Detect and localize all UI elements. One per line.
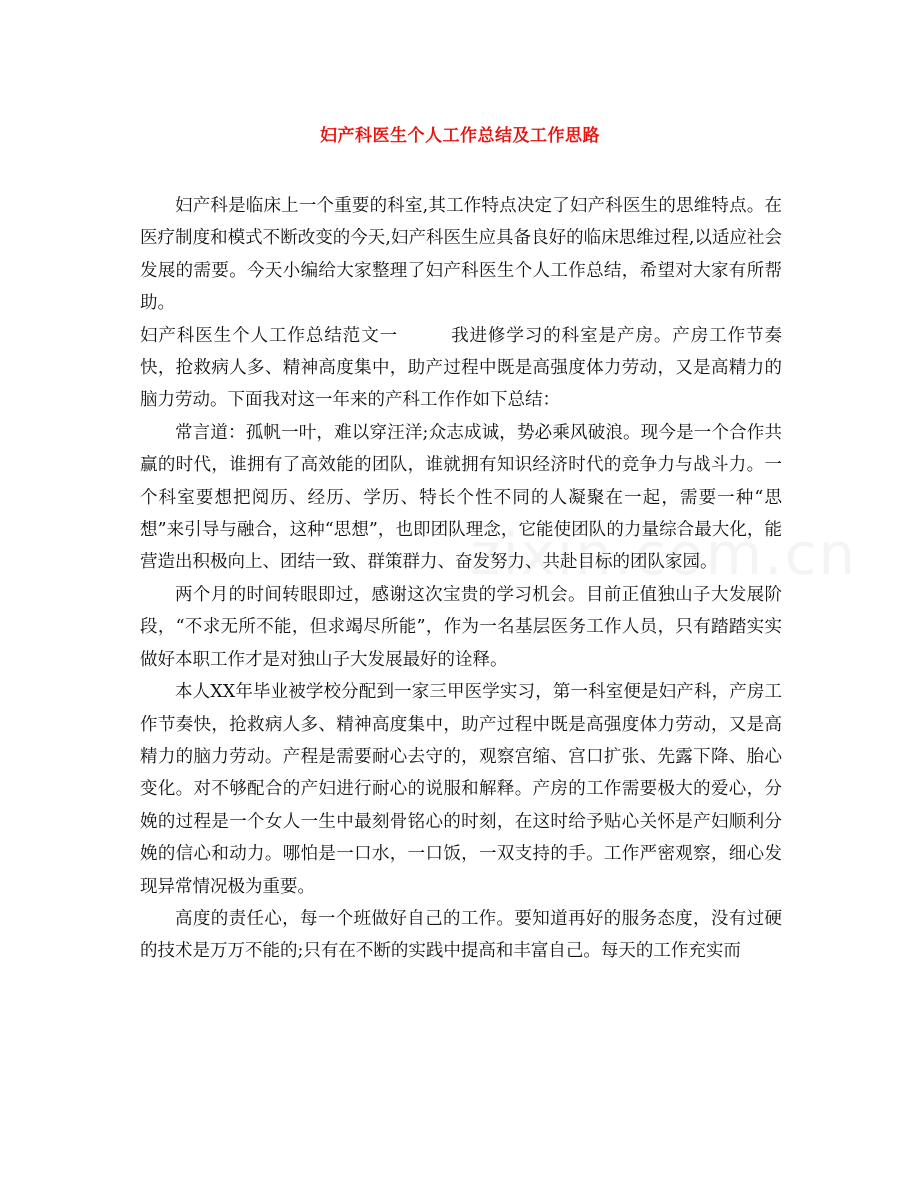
responsibility-paragraph: 高度的责任心，每一个班做好自己的工作。要知道再好的服务态度，没有过硬的技术是万万不能的;只有在不断的实践中提高和丰富自己。每天的工作充实而 <box>140 908 782 962</box>
sample-text: 我进修学习的科室是产房。产房工作节奏快，抢救病人多、精神高度集中，助产过程中既是高强度体力劳动，又是高精力的脑力劳动。下面我对这一年来的产科工作作如下总结： <box>140 325 782 411</box>
gratitude-paragraph: 两个月的时间转眼即过，感谢这次宝贵的学习机会。目前正值独山子大发展阶段，“不求无所不能，但求竭尽所能”，作为一名基层医务工作人员，只有踏踏实实做好本职工作才是对独山子大发展最好的诠释。 <box>140 584 782 670</box>
document-body <box>140 190 782 968</box>
sample-paragraph <box>140 320 782 417</box>
teamwork-paragraph: 常言道：孤帆一叶，难以穿汪洋;众志成诚，势必乘风破浪。现今是一个合作共赢的时代，谁拥有了高效能的团队，谁就拥有知识经济时代的竞争力与战斗力。一个科室要想把阅历、经历、学历、特长个性不同的人凝聚在一起，需要一种“思想”来引导与融合，这种“思想”，也即团队理念，它能使团队的力量综合最大化，能营造出积极向上、团结一致、群策群力、奋发努力、共赴目标的团队家园。 <box>140 422 782 573</box>
document-title: 妇产科医生个人工作总结及工作思路 <box>320 126 600 146</box>
sample-heading: 妇产科医生个人工作总结范文一 <box>140 325 399 346</box>
intro-paragraph: 妇产科是临床上一个重要的科室,其工作特点决定了妇产科医生的思维特点。在医疗制度和模式不断改变的今天,妇产科医生应具备良好的临床思维过程,以适应社会发展的需要。今天小编给大家整理了妇产科医生个人工作总结，希望对大家有所帮助。 <box>140 196 782 314</box>
experience-paragraph: 本人XX年毕业被学校分配到一家三甲医学实习，第一科室便是妇产科，产房工作节奏快，抢救病人多、精神高度集中，助产过程中既是高强度体力劳动，又是高精力的脑力劳动。产程是需要耐心去守的，观察宫缩、宫口扩张、先露下降、胎心变化。对不够配合的产妇进行耐心的说服和解释。产房的工作需要极大的爱心，分娩的过程是一个女人一生中最刻骨铭心的时刻，在这时给予贴心关怀是产妇顺利分娩的信心和动力。哪怕是一口水，一口饭，一双支持的手。工作严密观察，细心发现异常情况极为重要。 <box>140 682 782 897</box>
